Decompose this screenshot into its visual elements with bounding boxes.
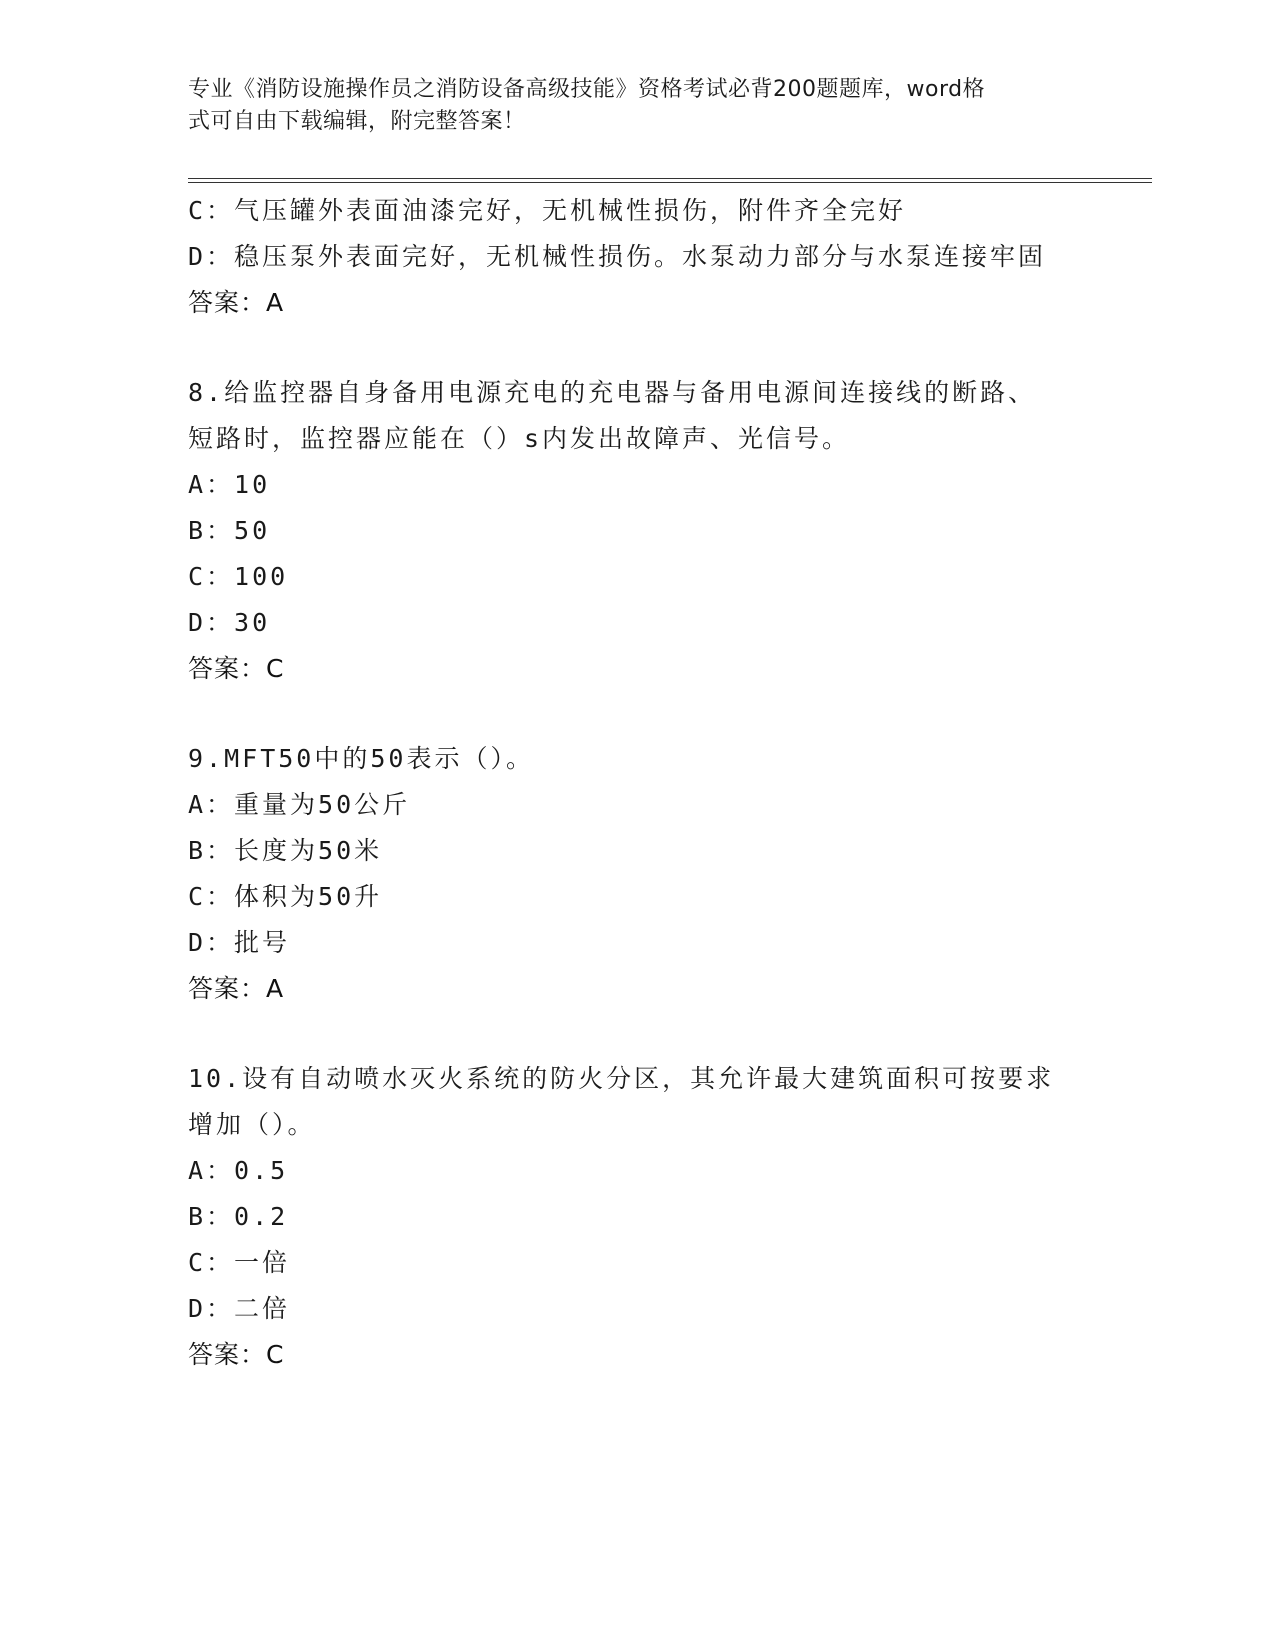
option-a: A：重量为50公斤 (188, 790, 411, 819)
document-header (188, 74, 1068, 138)
option-c: C：一倍 (188, 1248, 291, 1277)
question-9 (188, 736, 1088, 1012)
spacer (188, 1012, 1088, 1056)
answer-line: 答案：A (188, 288, 285, 317)
header-double-rule (188, 178, 1152, 183)
option-b: B：长度为50米 (188, 836, 383, 865)
option-c: C：体积为50升 (188, 882, 383, 911)
option-d: D：二倍 (188, 1294, 291, 1323)
spacer (188, 326, 1088, 370)
option-a: A：10 (188, 470, 271, 499)
option-d: D：30 (188, 608, 271, 637)
question-stem-line1: 10.设有自动喷水灭火系统的防火分区，其允许最大建筑面积可按要求 (188, 1064, 1055, 1093)
question-stem-line2: 短路时，监控器应能在（）s内发出故障声、光信号。 (188, 424, 851, 453)
option-b: B：0.2 (188, 1202, 289, 1231)
spacer (188, 692, 1088, 736)
question-7-tail (188, 188, 1088, 326)
option-c: C：气压罐外表面油漆完好，无机械性损伤，附件齐全完好 (188, 196, 907, 225)
option-d: D：稳压泵外表面完好，无机械性损伤。水泵动力部分与水泵连接牢固 (188, 242, 1047, 271)
option-a: A：0.5 (188, 1156, 289, 1185)
question-8 (188, 370, 1088, 692)
question-content (188, 188, 1088, 1378)
question-stem-line1: 8.给监控器自身备用电源充电的充电器与备用电源间连接线的断路、 (188, 378, 1037, 407)
answer-line: 答案：A (188, 974, 285, 1003)
option-d: D：批号 (188, 928, 291, 957)
question-stem-line2: 增加（）。 (188, 1110, 316, 1139)
question-10 (188, 1056, 1088, 1378)
answer-line: 答案：C (188, 654, 285, 683)
option-c: C：100 (188, 562, 289, 591)
header-title-line1: 专业《消防设施操作员之消防设备高级技能》资格考试必背200题题库，word格 (188, 77, 986, 102)
question-stem-line1: 9.MFT50中的50表示（）。 (188, 744, 534, 773)
header-title-line2: 式可自由下载编辑，附完整答案！ (188, 109, 526, 134)
answer-line: 答案：C (188, 1340, 285, 1369)
option-b: B：50 (188, 516, 271, 545)
